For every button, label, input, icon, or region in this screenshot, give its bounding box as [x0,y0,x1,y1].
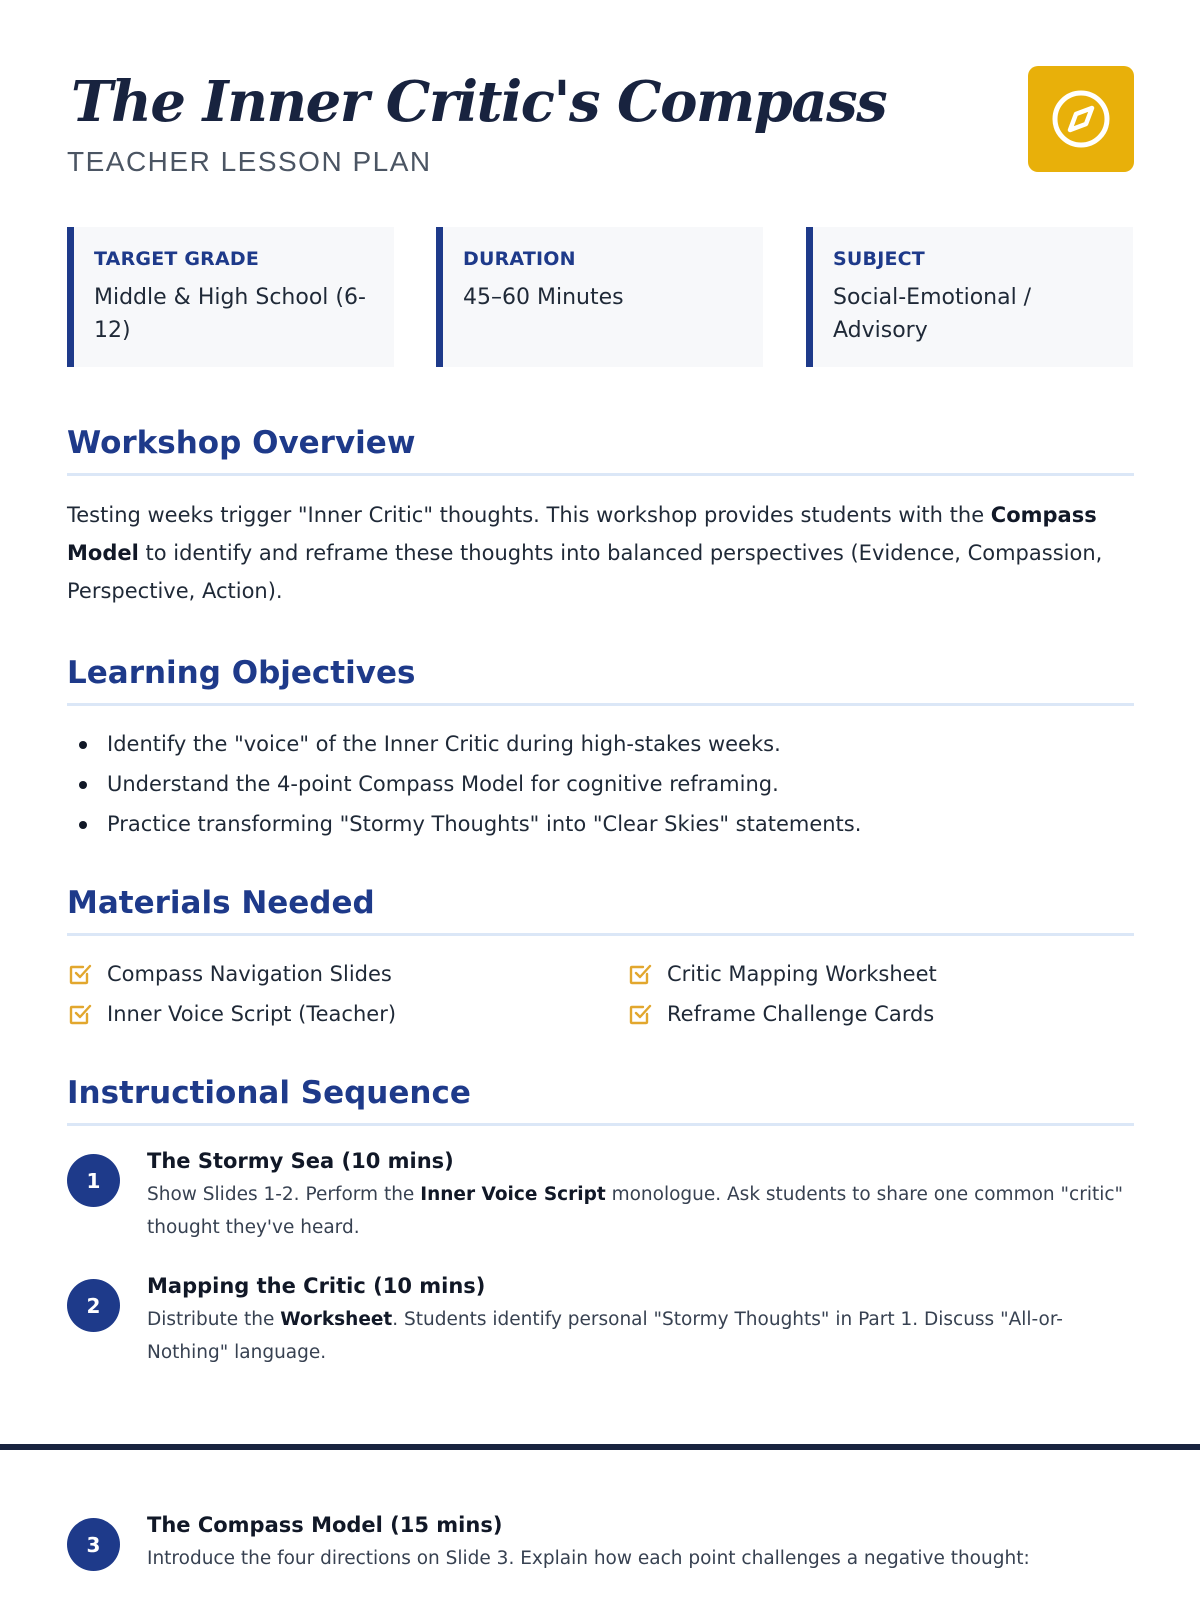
material-label: Compass Navigation Slides [107,962,392,986]
objectives-list [67,724,1134,844]
overview-text: Testing weeks trigger "Inner Critic" thoughts. This workshop provides students with the [67,503,991,527]
step-text: monologue. Ask students to share one common "critic" thought they've heard. [147,1184,1124,1238]
info-card-subject [806,227,1133,367]
list-item [67,954,392,994]
list-item: Identify the "voice" of the Inner Critic during high-stakes weeks. [67,724,1134,764]
list-item [627,994,934,1034]
checkbox-checked-icon [67,1001,93,1027]
section-heading-sequence: Instructional Sequence [67,1075,471,1111]
step-description [147,1542,1137,1575]
checkbox-checked-icon [627,961,653,987]
list-item: Practice transforming "Stormy Thoughts" into "Clear Skies" statements. [67,804,1134,844]
material-label: Inner Voice Script (Teacher) [107,1002,397,1026]
step-bold-term: Worksheet [280,1309,393,1330]
header [67,66,1134,186]
compass-logo [1028,66,1134,172]
overview-paragraph [67,496,1147,610]
step-number-badge: 2 [67,1279,120,1332]
step-number-badge: 1 [67,1154,120,1207]
card-value: Social-Emotional / Advisory [833,285,1032,343]
section-heading-overview: Workshop Overview [67,425,416,461]
step-text: Distribute the [147,1309,281,1330]
step-title: Mapping the Critic (10 mins) [147,1274,486,1298]
list-item [67,994,396,1034]
info-card-target-grade [67,227,394,367]
list-item [627,954,937,994]
material-label: Reframe Challenge Cards [667,1002,935,1026]
step-text: . Students identify personal "Stormy Thoughts" in Part 1. Discuss "All-or-Nothing" language. [147,1309,1063,1363]
info-cards [67,227,1134,367]
step-text: Introduce the four directions on Slide 3. Explain how each point challenges a negative thought: [147,1548,1030,1569]
info-card-duration [436,227,763,367]
step-title: The Stormy Sea (10 mins) [147,1149,454,1173]
card-value: Middle & High School (6-12) [94,285,366,343]
page-break-divider [0,1444,1200,1450]
step-bold-term: Inner Voice Script [420,1184,606,1205]
compass-icon [1049,87,1113,151]
material-label: Critic Mapping Worksheet [667,962,937,986]
card-label: DURATION [463,248,576,270]
card-label: TARGET GRADE [94,248,260,270]
step-text: Show Slides 1-2. Perform the [147,1184,421,1205]
list-item: Understand the 4-point Compass Model for cognitive reframing. [67,764,1134,804]
card-value: 45–60 Minutes [463,285,624,310]
section-divider [67,933,1134,936]
page-title: The Inner Critic's Compass [71,69,887,135]
section-divider [67,473,1134,476]
step-number-badge: 3 [67,1518,120,1571]
overview-text: to identify and reframe these thoughts into balanced perspectives (Evidence, Compassion, Perspective, Action). [67,541,1103,603]
section-heading-materials: Materials Needed [67,885,375,921]
checkbox-checked-icon [627,1001,653,1027]
step-title: The Compass Model (15 mins) [147,1513,503,1537]
checkbox-checked-icon [67,961,93,987]
step-description [147,1178,1137,1244]
page-subtitle: TEACHER LESSON PLAN [67,146,432,177]
section-heading-objectives: Learning Objectives [67,655,416,691]
section-divider [67,703,1134,706]
overview-bold-term: Compass Model [67,503,1097,565]
step-description [147,1303,1137,1369]
materials-list [67,954,1134,1044]
section-divider [67,1123,1134,1126]
card-label: SUBJECT [833,248,925,270]
